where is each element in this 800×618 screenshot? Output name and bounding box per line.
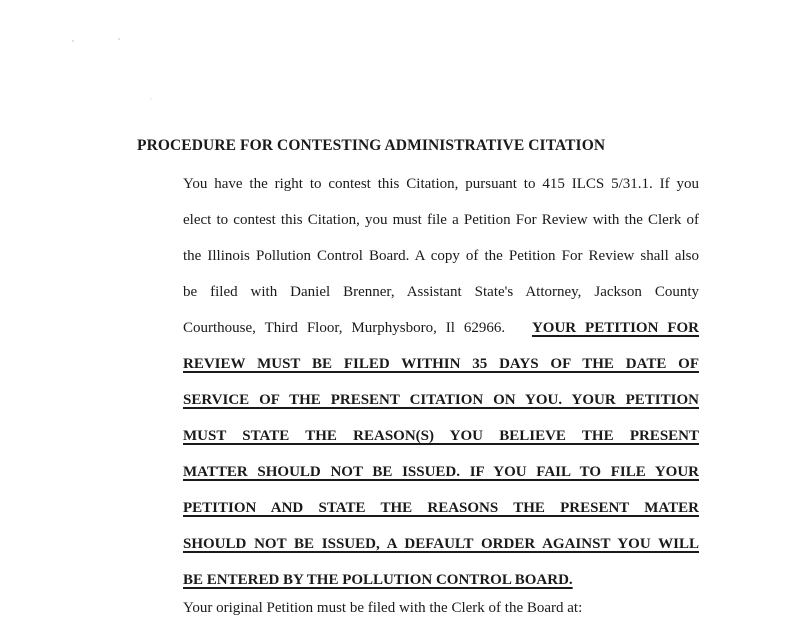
emphasized-text: MUST STATE THE REASON(S) YOU BELIEVE THE PRESENT (183, 428, 699, 444)
emphasized-text: SHOULD NOT BE ISSUED, A DEFAULT ORDER AGAINST YOU WILL (183, 536, 699, 552)
emphasized-text: YOUR PETITION FOR (531, 320, 700, 336)
paragraph-line (183, 418, 699, 454)
paragraph-line (183, 202, 699, 238)
line-text: You have the right to contest this Citation, pursuant to 415 ILCS 5/31.1. If you (183, 176, 699, 192)
paragraph-line (183, 166, 699, 202)
section-heading: PROCEDURE FOR CONTESTING ADMINISTRATIVE CITATION (137, 137, 606, 154)
scan-speck (118, 38, 120, 40)
emphasized-text: MATTER SHOULD NOT BE ISSUED. IF YOU FAIL TO FILE YOUR (183, 464, 699, 480)
line-text: Courthouse, Third Floor, Murphysboro, Il 62966. (183, 320, 506, 336)
paragraph-line (183, 346, 699, 382)
line-text: be filed with Daniel Brenner, Assistant State's Attorney, Jackson County (183, 284, 699, 300)
scan-speck (72, 40, 74, 42)
paragraph-line (183, 454, 699, 490)
procedure-paragraph (183, 166, 699, 598)
paragraph-line (183, 382, 699, 418)
paragraph-line (183, 490, 699, 526)
paragraph-line (183, 274, 699, 310)
paragraph-line (183, 526, 699, 562)
paragraph-line (183, 562, 699, 598)
emphasized-text: SERVICE OF THE PRESENT CITATION ON YOU. YOUR PETITION (183, 392, 699, 408)
emphasized-text: REVIEW MUST BE FILED WITHIN 35 DAYS OF THE DATE OF (183, 356, 699, 372)
emphasized-text: PETITION AND STATE THE REASONS THE PRESENT MATER (183, 500, 699, 516)
scan-speck (150, 98, 152, 100)
filing-instruction: Your original Petition must be filed with the Clerk of the Board at: (183, 600, 583, 616)
emphasized-text: BE ENTERED BY THE POLLUTION CONTROL BOARD. (183, 572, 573, 588)
paragraph-line (183, 238, 699, 274)
paragraph-line (183, 310, 699, 346)
line-text: elect to contest this Citation, you must file a Petition For Review with the Clerk of (183, 212, 699, 228)
line-text: the Illinois Pollution Control Board. A copy of the Petition For Review shall also (183, 248, 699, 264)
